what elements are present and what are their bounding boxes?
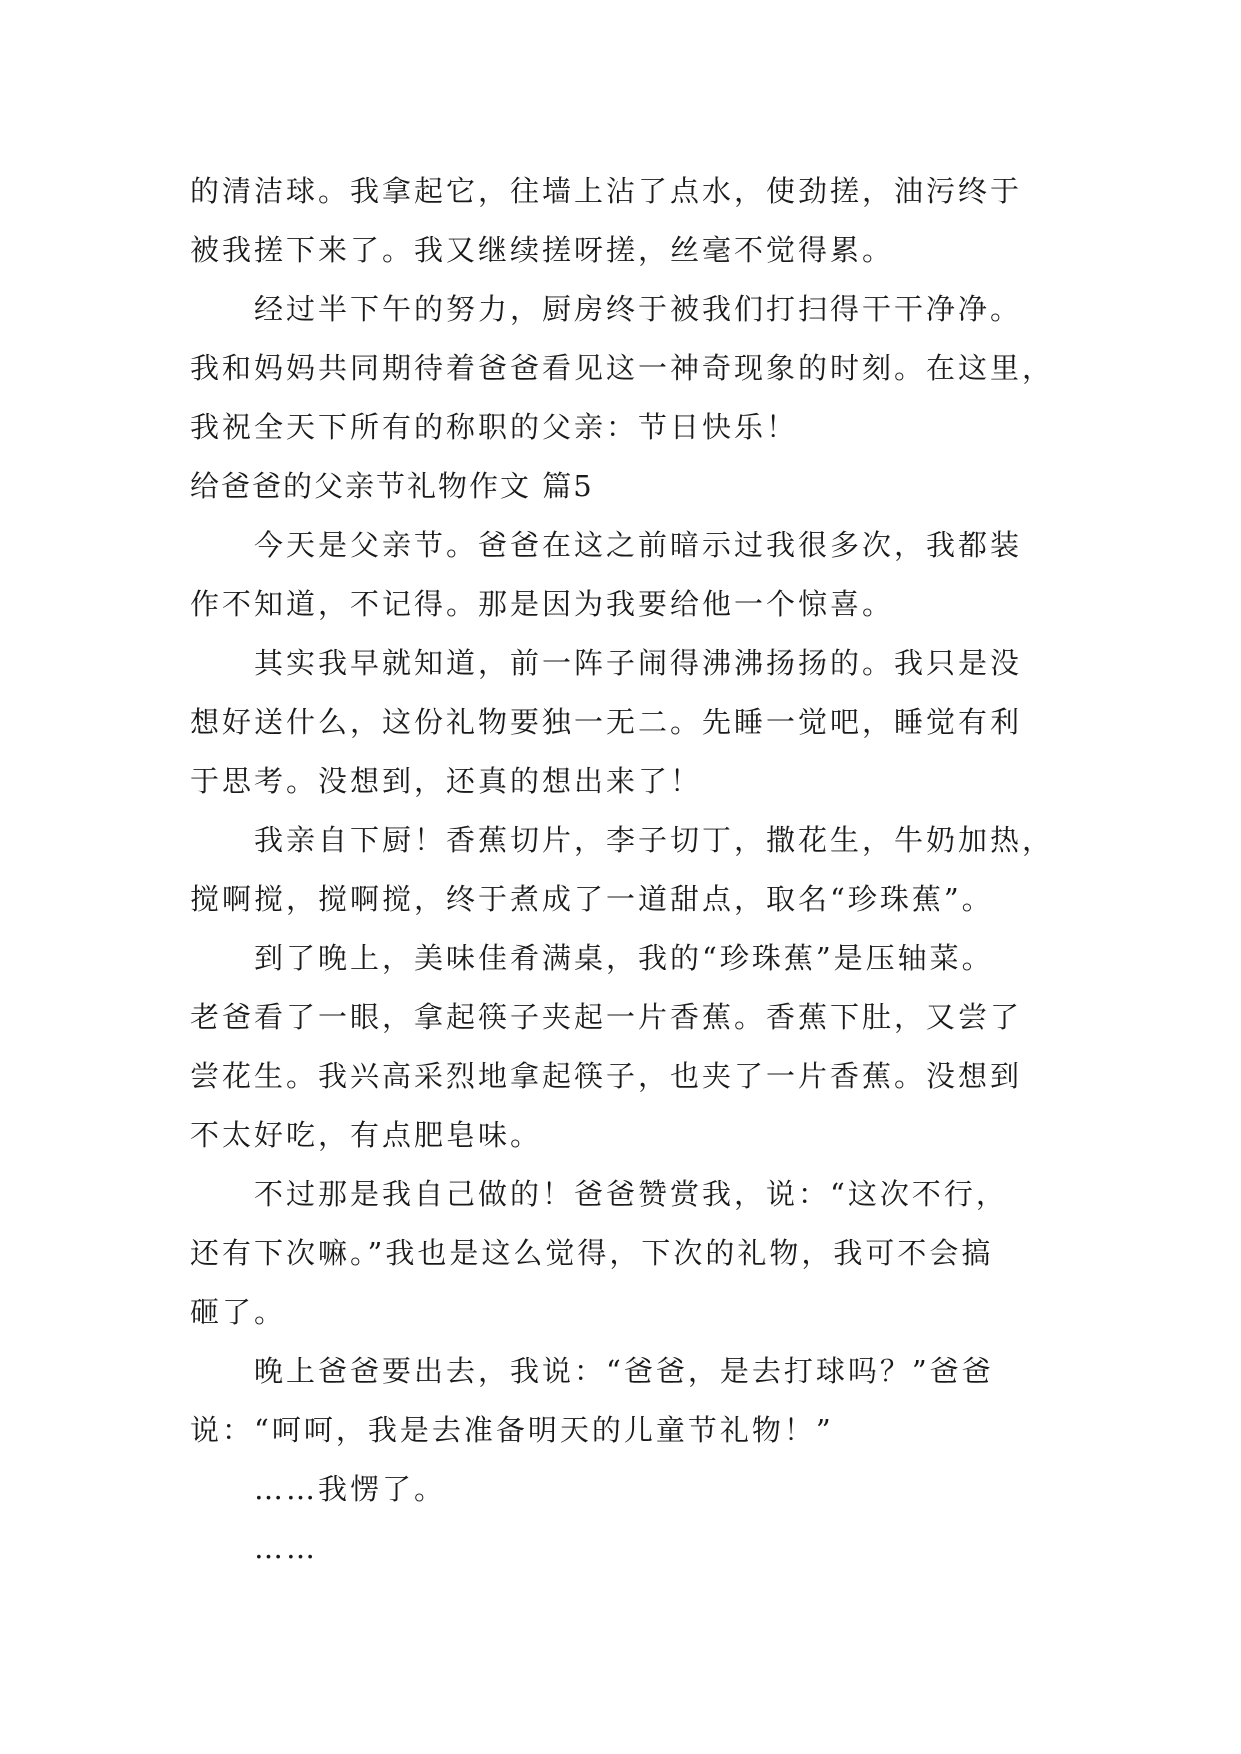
paragraph-start-line: …… xyxy=(254,1531,318,1565)
paragraph-start-line: 不过那是我自己做的！爸爸赞赏我，说：“这次不行， xyxy=(254,1177,1008,1211)
paragraph-start-line: ……我愣了。 xyxy=(254,1472,447,1506)
text-line: 砸了。 xyxy=(190,1295,287,1329)
paragraph-start-line: 到了晚上，美味佳肴满桌，我的“珍珠蕉”是压轴菜。 xyxy=(254,941,994,975)
paragraph-start-line: 今天是父亲节。爸爸在这之前暗示过我很多次，我都装 xyxy=(254,528,1023,562)
text-line: 的清洁球。我拿起它，往墙上沾了点水，使劲搓，油污终于 xyxy=(190,174,1023,208)
paragraph-start-line: 经过半下午的努力，厨房终于被我们打扫得干干净净。 xyxy=(254,292,1023,326)
paragraph-start-line: 晚上爸爸要出去，我说：“爸爸，是去打球吗？”爸爸 xyxy=(254,1354,994,1388)
section-heading: 给爸爸的父亲节礼物作文 篇5 xyxy=(190,469,594,503)
text-line: 我祝全天下所有的称职的父亲：节日快乐！ xyxy=(190,410,799,444)
text-line: 被我搓下来了。我又继续搓呀搓，丝毫不觉得累。 xyxy=(190,233,895,267)
text-line: 我和妈妈共同期待着爸爸看见这一神奇现象的时刻。在这里， xyxy=(190,351,1055,385)
paragraph-start-line: 其实我早就知道，前一阵子闹得沸沸扬扬的。我只是没 xyxy=(254,646,1023,680)
text-line: 还有下次嘛。”我也是这么觉得，下次的礼物，我可不会搞 xyxy=(190,1236,994,1270)
text-line: 尝花生。我兴高采烈地拿起筷子，也夹了一片香蕉。没想到 xyxy=(190,1059,1023,1093)
text-line: 搅啊搅，搅啊搅，终于煮成了一道甜点，取名“珍珠蕉”。 xyxy=(190,882,994,916)
text-line: 作不知道，不记得。那是因为我要给他一个惊喜。 xyxy=(190,587,895,621)
text-line: 说：“呵呵，我是去准备明天的儿童节礼物！” xyxy=(190,1413,834,1447)
paragraph-start-line: 我亲自下厨！香蕉切片，李子切丁，撒花生，牛奶加热， xyxy=(254,823,1055,857)
text-line: 想好送什么，这份礼物要独一无二。先睡一觉吧，睡觉有利 xyxy=(190,705,1023,739)
text-line: 老爸看了一眼，拿起筷子夹起一片香蕉。香蕉下肚，又尝了 xyxy=(190,1000,1023,1034)
essay-body xyxy=(190,162,1070,1578)
text-line: 不太好吃，有点肥皂味。 xyxy=(190,1118,543,1152)
text-line: 于思考。没想到，还真的想出来了！ xyxy=(190,764,703,798)
